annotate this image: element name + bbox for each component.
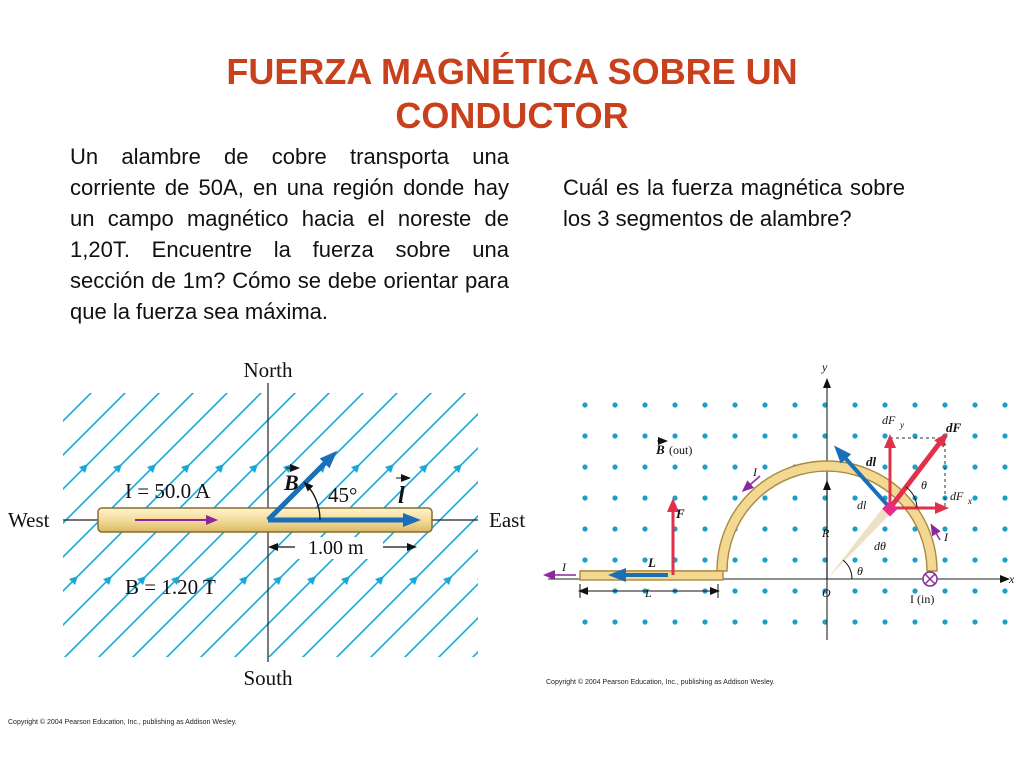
field-dot xyxy=(642,402,647,407)
field-dot xyxy=(912,557,917,562)
field-dot xyxy=(852,588,857,593)
field-dot xyxy=(942,619,947,624)
field-dot xyxy=(672,619,677,624)
field-dot xyxy=(972,526,977,531)
field-dot xyxy=(642,433,647,438)
origin-label: O xyxy=(822,586,831,600)
figure-1-copyright: Copyright © 2004 Pearson Education, Inc., publishing as Addison Wesley. xyxy=(8,719,237,726)
field-dot xyxy=(762,526,767,531)
dF-arrow xyxy=(890,436,945,508)
field-dot xyxy=(972,433,977,438)
field-dot xyxy=(792,588,797,593)
field-dot xyxy=(762,402,767,407)
dF-label: dF xyxy=(946,420,962,435)
field-dot xyxy=(702,619,707,624)
field-dot xyxy=(702,495,707,500)
field-dot xyxy=(852,433,857,438)
field-dot xyxy=(612,464,617,469)
field-dot xyxy=(1002,526,1007,531)
field-dot xyxy=(642,619,647,624)
field-dot xyxy=(882,588,887,593)
field-dot xyxy=(762,495,767,500)
force-F-label: F xyxy=(676,506,685,521)
east-label: East xyxy=(489,508,526,532)
south-label: South xyxy=(243,666,293,690)
figure-2-copyright: Copyright © 2004 Pearson Education, Inc., publishing as Addison Wesley. xyxy=(546,679,775,686)
current-arc-arrow-right xyxy=(932,526,940,540)
field-dot xyxy=(642,464,647,469)
field-line-arrowhead xyxy=(35,576,44,585)
field-dot xyxy=(732,619,737,624)
field-dot xyxy=(942,588,947,593)
field-dot xyxy=(732,588,737,593)
field-dot xyxy=(1002,588,1007,593)
field-line xyxy=(431,385,711,665)
field-dot xyxy=(912,619,917,624)
field-line-arrowhead xyxy=(657,464,666,473)
B-out-text: (out) xyxy=(669,443,693,457)
field-dot xyxy=(882,464,887,469)
field-dot xyxy=(582,526,587,531)
field-dot xyxy=(582,557,587,562)
radius-label: R xyxy=(822,526,830,540)
field-line-arrowhead xyxy=(1,576,10,585)
B-out-symbol: B xyxy=(656,442,665,457)
length-vector-label: l xyxy=(398,483,405,509)
field-dot xyxy=(582,619,587,624)
field-dot xyxy=(702,557,707,562)
field-dot xyxy=(672,464,677,469)
field-dot xyxy=(972,557,977,562)
field-dot xyxy=(612,433,617,438)
field-dot xyxy=(852,526,857,531)
current-right-label: I xyxy=(944,530,948,544)
field-dot xyxy=(1002,495,1007,500)
dFx-label: dF xyxy=(950,489,964,503)
field-dot xyxy=(762,464,767,469)
field-dot xyxy=(612,619,617,624)
field-dot xyxy=(732,402,737,407)
dFy-label: dF xyxy=(882,413,896,427)
field-dot xyxy=(792,619,797,624)
field-dot xyxy=(612,526,617,531)
problem-1-text: Un alambre de cobre transporta una corriente de 50A, en una región donde hay un campo magnético hacia el noreste de 1,20T. Encuentre la fuerza sobre una sección de 1m? Cómo se debe orientar para que la fuerza sea máxima. xyxy=(70,144,509,324)
dFy-subscript: y xyxy=(900,420,904,430)
field-dot xyxy=(702,402,707,407)
L-vector-label: L xyxy=(648,555,656,570)
current-arc-label: I xyxy=(753,465,757,479)
field-dot xyxy=(1002,433,1007,438)
field-dot xyxy=(762,619,767,624)
field-line-arrowhead xyxy=(11,464,20,473)
field-dot xyxy=(882,402,887,407)
current-value-label: I = 50.0 A xyxy=(125,479,211,503)
field-dot xyxy=(642,495,647,500)
field-line-arrowhead xyxy=(545,576,554,585)
field-dot xyxy=(792,433,797,438)
field-dot xyxy=(852,619,857,624)
field-dot xyxy=(882,526,887,531)
current-left-label: I xyxy=(562,560,566,574)
field-dot xyxy=(762,557,767,562)
theta-arc xyxy=(843,560,852,579)
field-dot xyxy=(972,619,977,624)
field-dot xyxy=(1002,464,1007,469)
field-line-arrowhead xyxy=(725,464,734,473)
field-dot xyxy=(672,495,677,500)
field-dot xyxy=(852,557,857,562)
field-dot xyxy=(582,402,587,407)
dl-vector-label: dl xyxy=(866,454,877,469)
field-value-label: B = 1.20 T xyxy=(125,575,216,599)
field-dot xyxy=(642,526,647,531)
length-label: 1.00 m xyxy=(308,537,364,559)
field-dot xyxy=(612,557,617,562)
theta-label: θ xyxy=(857,564,863,578)
field-dot xyxy=(702,464,707,469)
field-dot xyxy=(762,433,767,438)
field-dot xyxy=(702,526,707,531)
field-vector-label: B xyxy=(284,470,299,495)
dFx-subscript: x xyxy=(968,496,972,506)
dtheta-label: dθ xyxy=(874,539,886,553)
field-dot xyxy=(912,402,917,407)
field-dot xyxy=(582,495,587,500)
field-dot xyxy=(672,402,677,407)
field-line-arrowhead xyxy=(45,464,54,473)
dl-label: dl xyxy=(857,498,867,512)
dF-theta-label: θ xyxy=(921,478,927,492)
y-axis-label: y xyxy=(822,360,828,374)
field-dot xyxy=(1002,619,1007,624)
field-dot xyxy=(702,433,707,438)
field-dot xyxy=(1002,402,1007,407)
field-dot xyxy=(972,402,977,407)
problem-2-text: Cuál es la fuerza magnética sobre los 3 segmentos de alambre? xyxy=(563,175,905,231)
west-label: West xyxy=(8,508,50,532)
field-line-arrowhead xyxy=(487,464,496,473)
field-dot xyxy=(882,557,887,562)
field-line xyxy=(397,385,677,665)
field-line-arrowhead xyxy=(477,576,486,585)
field-dot xyxy=(942,402,947,407)
field-dot xyxy=(582,464,587,469)
current-in-label: I (in) xyxy=(910,592,935,606)
field-dot xyxy=(642,557,647,562)
field-line-arrowhead xyxy=(555,464,564,473)
field-dot xyxy=(672,433,677,438)
field-dot xyxy=(612,402,617,407)
field-line-arrowhead xyxy=(691,464,700,473)
field-dot xyxy=(942,557,947,562)
field-dot xyxy=(1002,557,1007,562)
north-label: North xyxy=(243,358,293,382)
field-line-arrowhead xyxy=(589,464,598,473)
slide-title: FUERZA MAGNÉTICA SOBRE UN CONDUCTOR xyxy=(226,51,798,136)
field-dot xyxy=(792,495,797,500)
field-dot xyxy=(732,433,737,438)
field-dot xyxy=(612,495,617,500)
field-dot xyxy=(972,464,977,469)
field-dot xyxy=(762,588,767,593)
x-axis-label: x xyxy=(1009,572,1015,586)
field-dot xyxy=(582,433,587,438)
field-dot xyxy=(792,402,797,407)
figure-1 xyxy=(0,358,847,690)
field-line-arrowhead xyxy=(623,464,632,473)
field-dot xyxy=(972,495,977,500)
field-dot xyxy=(732,495,737,500)
field-dot xyxy=(882,433,887,438)
field-dot xyxy=(732,557,737,562)
field-dot xyxy=(852,402,857,407)
field-line-arrowhead xyxy=(521,464,530,473)
field-dot xyxy=(732,464,737,469)
figure-2 xyxy=(546,360,1015,640)
field-dot xyxy=(792,557,797,562)
field-dot xyxy=(972,588,977,593)
field-dot xyxy=(882,619,887,624)
field-dot xyxy=(792,526,797,531)
field-line-arrowhead xyxy=(511,576,520,585)
angle-label: 45° xyxy=(328,483,358,507)
L-length-label: L xyxy=(645,586,652,600)
